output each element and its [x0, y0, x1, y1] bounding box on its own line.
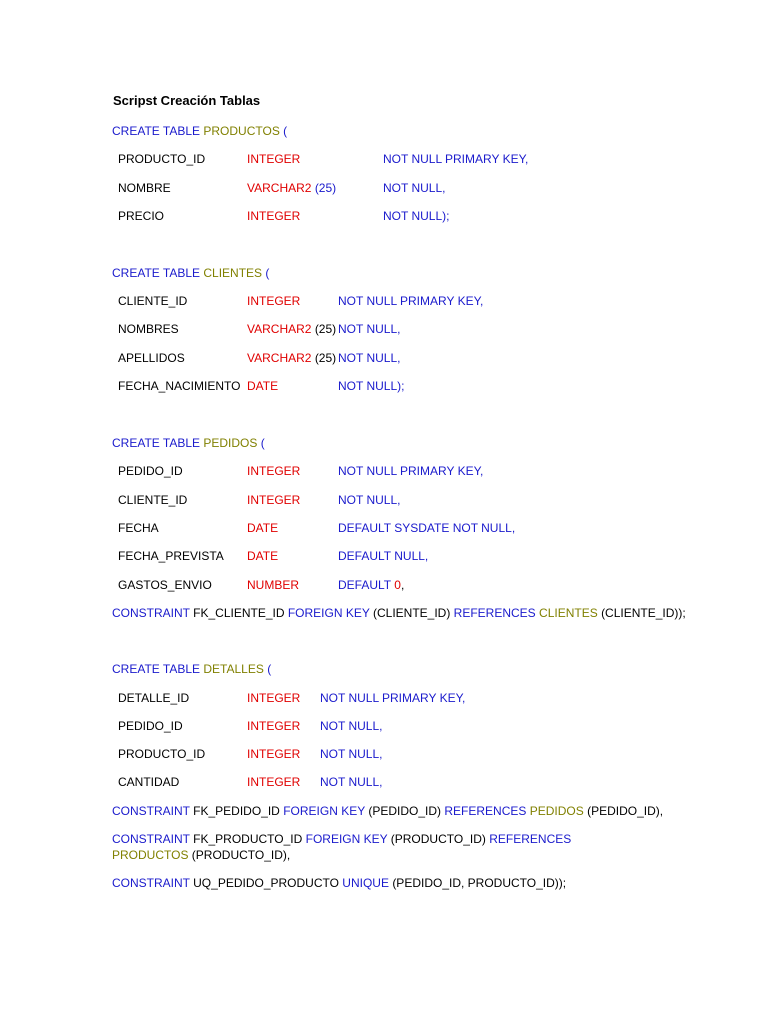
type-name: VARCHAR2 [247, 351, 312, 365]
column-type: INTEGER [247, 747, 301, 761]
column-type [247, 321, 336, 337]
column-type [247, 180, 336, 196]
column-type: INTEGER [247, 775, 301, 789]
table-name: CLIENTES [203, 266, 263, 280]
column-name: PRODUCTO_ID [118, 747, 206, 761]
column-name: PEDIDO_ID [118, 719, 183, 733]
constraint-name: FK_CLIENTE_ID [193, 606, 285, 620]
column-constraint: NOT NULL PRIMARY KEY, [338, 294, 484, 308]
constraint-keyword: CONSTRAINT [112, 606, 190, 620]
foreign-key-keyword: FOREIGN KEY [305, 832, 388, 846]
create-table-clientes [112, 265, 269, 281]
ref-columns: (PEDIDO_ID), [587, 804, 664, 818]
column-type: NUMBER [247, 578, 300, 592]
references-keyword: REFERENCES [453, 606, 536, 620]
ref-columns: (CLIENTE_ID)); [601, 606, 686, 620]
unique-columns: (PEDIDO_ID, PRODUCTO_ID)); [392, 876, 567, 890]
column-name: CANTIDAD [118, 775, 180, 789]
constraint-name: FK_PRODUCTO_ID [193, 832, 303, 846]
table-name: DETALLES [203, 662, 264, 676]
constraint-keyword: CONSTRAINT [112, 804, 190, 818]
column-constraint: NOT NULL, [320, 775, 383, 789]
type-name: VARCHAR2 [247, 322, 312, 336]
type-size: (25) [314, 351, 337, 365]
fk-pedido-constraint [112, 803, 663, 819]
column-name: FECHA_NACIMIENTO [118, 379, 241, 393]
constraint-name: FK_PEDIDO_ID [193, 804, 280, 818]
open-paren: ( [283, 124, 288, 138]
column-type: INTEGER [247, 152, 301, 166]
column-name: CLIENTE_ID [118, 493, 188, 507]
column-type: DATE [247, 521, 279, 535]
column-type: INTEGER [247, 719, 301, 733]
column-name: GASTOS_ENVIO [118, 578, 212, 592]
references-keyword: REFERENCES [489, 832, 572, 846]
ref-table: PRODUCTOS [112, 848, 189, 862]
fk-columns: (PRODUCTO_ID) [390, 832, 486, 846]
open-paren: ( [265, 266, 270, 280]
column-type: DATE [247, 549, 279, 563]
column-constraint: NOT NULL); [338, 379, 405, 393]
column-name: DETALLE_ID [118, 691, 190, 705]
column-constraint: NOT NULL, [338, 493, 401, 507]
column-type: INTEGER [247, 464, 301, 478]
column-type: INTEGER [247, 294, 301, 308]
default-value: 0 [394, 578, 401, 592]
column-name: PRECIO [118, 209, 165, 223]
constraint-tail: , [400, 578, 405, 592]
column-type: INTEGER [247, 493, 301, 507]
column-constraint: DEFAULT NULL, [338, 549, 429, 563]
column-name: NOMBRE [118, 181, 171, 195]
constraint-keyword: DEFAULT [338, 578, 391, 592]
create-table-detalles [112, 661, 271, 677]
uq-pedido-producto-constraint [112, 875, 566, 891]
create-keyword: CREATE TABLE [112, 662, 201, 676]
column-constraint: NOT NULL, [338, 351, 401, 365]
document-title: Scripst Creación Tablas [113, 93, 261, 108]
column-name: NOMBRES [118, 322, 179, 336]
column-name: APELLIDOS [118, 351, 185, 365]
column-constraint: NOT NULL, [320, 719, 383, 733]
column-name: FECHA_PREVISTA [118, 549, 224, 563]
ref-columns: (PRODUCTO_ID), [191, 848, 291, 862]
ref-table: CLIENTES [539, 606, 598, 620]
fk-columns: (CLIENTE_ID) [372, 606, 451, 620]
column-constraint: NOT NULL PRIMARY KEY, [383, 152, 529, 166]
foreign-key-keyword: FOREIGN KEY [283, 804, 365, 818]
create-keyword: CREATE TABLE [112, 266, 201, 280]
table-name: PRODUCTOS [203, 124, 280, 138]
type-size: (25) [314, 322, 337, 336]
foreign-key-keyword: FOREIGN KEY [287, 606, 370, 620]
constraint-name: UQ_PEDIDO_PRODUCTO [193, 876, 339, 890]
type-name: VARCHAR2 [247, 181, 312, 195]
constraint-keyword: CONSTRAINT [112, 832, 190, 846]
unique-keyword: UNIQUE [342, 876, 389, 890]
fk-producto-constraint [112, 831, 632, 863]
column-constraint: DEFAULT SYSDATE NOT NULL, [338, 521, 516, 535]
create-keyword: CREATE TABLE [112, 436, 201, 450]
create-keyword: CREATE TABLE [112, 124, 201, 138]
open-paren: ( [260, 436, 265, 450]
fk-cliente-constraint [112, 605, 686, 621]
column-type: INTEGER [247, 209, 301, 223]
create-table-pedidos [112, 435, 265, 451]
column-constraint: NOT NULL PRIMARY KEY, [338, 464, 484, 478]
ref-table: PEDIDOS [529, 804, 584, 818]
column-type: DATE [247, 379, 279, 393]
open-paren: ( [267, 662, 272, 676]
fk-columns: (PEDIDO_ID) [368, 804, 442, 818]
references-keyword: REFERENCES [444, 804, 527, 818]
type-size: (25) [314, 181, 337, 195]
column-name: FECHA [118, 521, 159, 535]
constraint-keyword: CONSTRAINT [112, 876, 190, 890]
table-name: PEDIDOS [203, 436, 258, 450]
column-name: PRODUCTO_ID [118, 152, 206, 166]
column-constraint: NOT NULL, [383, 181, 446, 195]
column-constraint [338, 577, 404, 593]
column-type [247, 350, 336, 366]
column-name: PEDIDO_ID [118, 464, 183, 478]
column-constraint: NOT NULL, [320, 747, 383, 761]
column-constraint: NOT NULL PRIMARY KEY, [320, 691, 466, 705]
column-type: INTEGER [247, 691, 301, 705]
create-table-productos [112, 123, 287, 139]
column-constraint: NOT NULL); [383, 209, 450, 223]
column-constraint: NOT NULL, [338, 322, 401, 336]
column-name: CLIENTE_ID [118, 294, 188, 308]
